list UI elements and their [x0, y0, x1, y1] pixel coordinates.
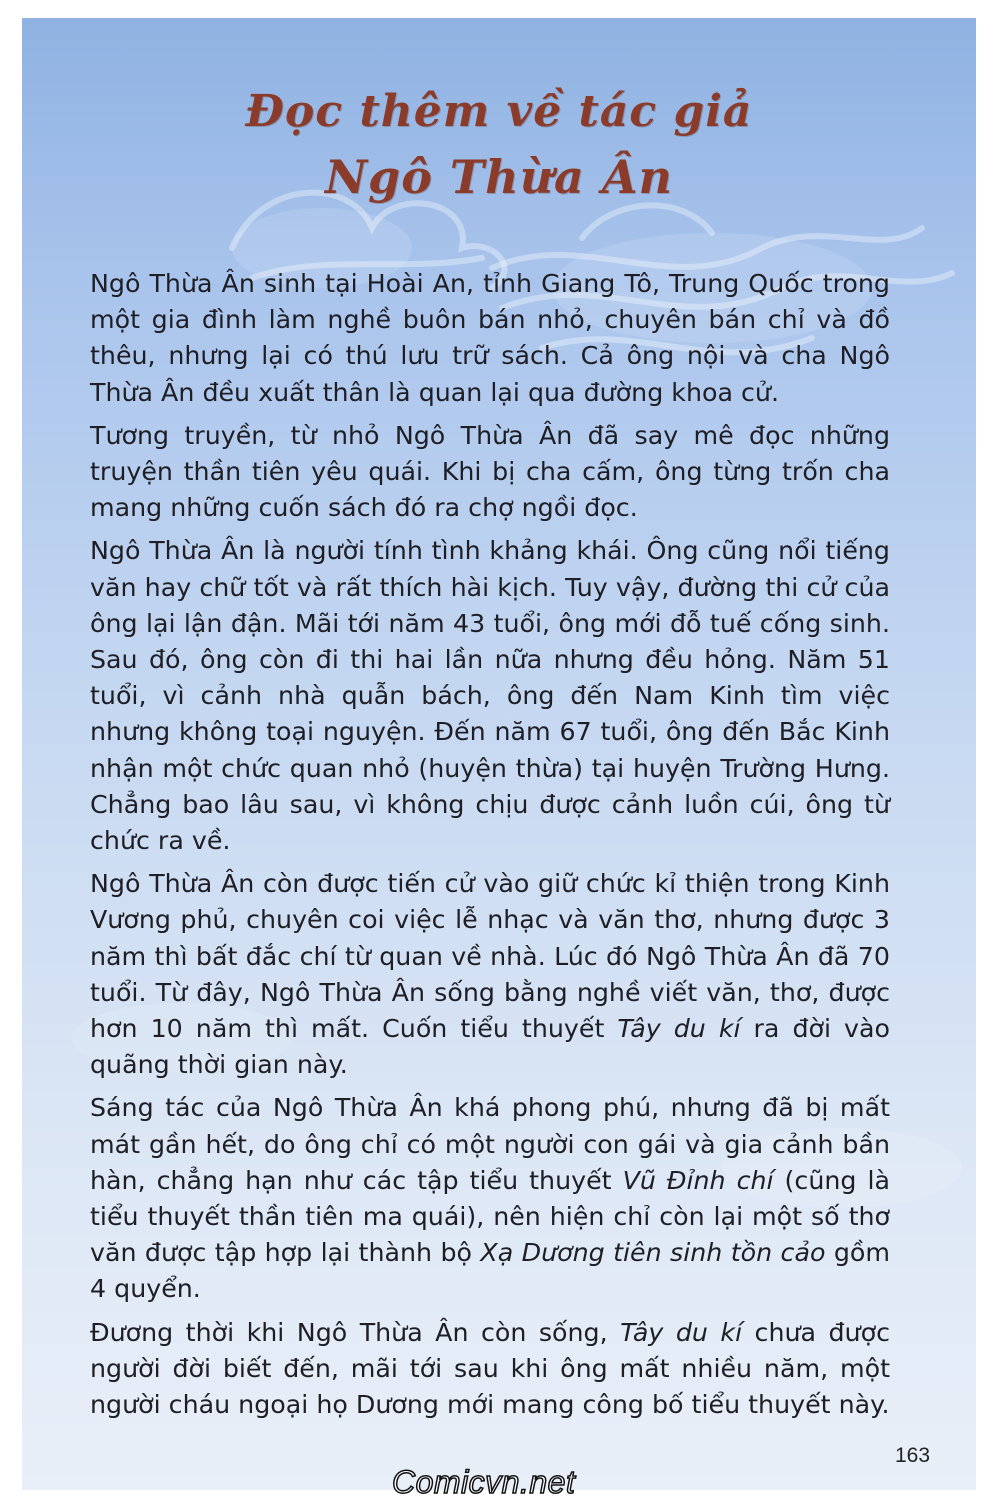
book-title-text: Tây du kí — [617, 1014, 741, 1044]
paragraph — [90, 1090, 890, 1307]
paragraph-text: Tương truyền, từ nhỏ Ngô Thừa Ân đã say mê đọc những truyện thần tiên yêu quái. Khi bị cha cấm, ông từng trốn cha mang những cuốn sách đó ra chợ ngồi đọc. — [90, 420, 890, 523]
paragraph — [90, 418, 890, 527]
paragraph-text: Đương thời khi Ngô Thừa Ân còn sống, — [90, 1317, 621, 1347]
title-line-2: Ngô Thừa Ân — [325, 150, 673, 204]
paragraph-text: Ngô Thừa Ân còn được tiến cử vào giữ chức kỉ thiện trong Kinh Vương phủ, chuyên coi việc lễ nhạc và văn thơ, nhưng được 3 năm thì bất đắc chí từ quan về nhà. Lúc đó Ngô Thừa Ân đã 70 tuổi. Từ đây, Ngô Thừa Ân sống bằng nghề viết văn, thơ, được hơn 10 năm thì mất. Cuốn tiểu thuyết — [90, 869, 890, 1044]
paragraph — [90, 1315, 890, 1424]
paragraph-text: gồm 4 quyển. — [90, 1238, 891, 1304]
title-line-1: Đọc thêm về tác giả — [245, 86, 753, 137]
paragraph — [90, 866, 890, 1083]
paragraph-text: Sáng tác của Ngô Thừa Ân khá phong phú, nhưng đã bị mất mát gần hết, do ông chỉ có một người con gái và gia cảnh bần hàn, chẳng hạn như các tập tiểu thuyết — [90, 1093, 890, 1195]
paragraph-text: Ngô Thừa Ân sinh tại Hoài An, tỉnh Giang Tô, Trung Quốc trong một gia đình làm nghề buôn bán nhỏ, chuyên bán chỉ và đồ thêu, nhưng lại có thú lưu trữ sách. Cả ông nội và cha Ngô Thừa Ân đều xuất thân là quan lại qua đường khoa cử. — [90, 269, 890, 407]
paragraph-text: (cũng là tiểu thuyết thần tiên ma quái), nên hiện chỉ còn lại một số thơ văn được tập hợp lại thành bộ — [90, 1165, 890, 1268]
page-number: 163 — [895, 1444, 931, 1467]
paragraph — [90, 266, 890, 411]
book-title-text: Xạ Dương tiên sinh tồn cảo — [480, 1238, 826, 1268]
site-watermark: Comicvn.net — [392, 1464, 576, 1500]
paragraph-text: Ngô Thừa Ân là người tính tình khảng khái. Ông cũng nổi tiếng văn hay chữ tốt và rất thích hài kịch. Tuy vậy, đường thi cử của ông lại lận đận. Mãi tới năm 43 tuổi, ông mới đỗ tuế cống sinh. Sau đó, ông còn đi thi hai lần nữa nhưng đều hỏng. Năm 51 tuổi, vì cảnh nhà quẫn bách, ông đến Nam Kinh tìm việc nhưng không toại nguyện. Đến năm 67 tuổi, ông đến Bắc Kinh nhận một chức quan nhỏ (huyện thừa) tại huyện Trường Hưng. Chẳng bao lâu sau, vì không chịu được cảnh luồn cúi, ông từ chức ra về. — [90, 536, 890, 856]
book-title-text: Tây du kí — [620, 1317, 743, 1347]
paragraph-text: ra đời vào quãng thời gian này. — [90, 1014, 890, 1080]
article-body — [90, 266, 890, 1430]
book-title-text: Vũ Đỉnh chí — [622, 1165, 774, 1195]
paragraph — [90, 533, 890, 859]
paragraph-text: chưa được người đời biết đến, mãi tới sau khi ông mất nhiều năm, một người cháu ngoại họ Dương mới mang công bố tiểu thuyết này. — [90, 1317, 890, 1420]
